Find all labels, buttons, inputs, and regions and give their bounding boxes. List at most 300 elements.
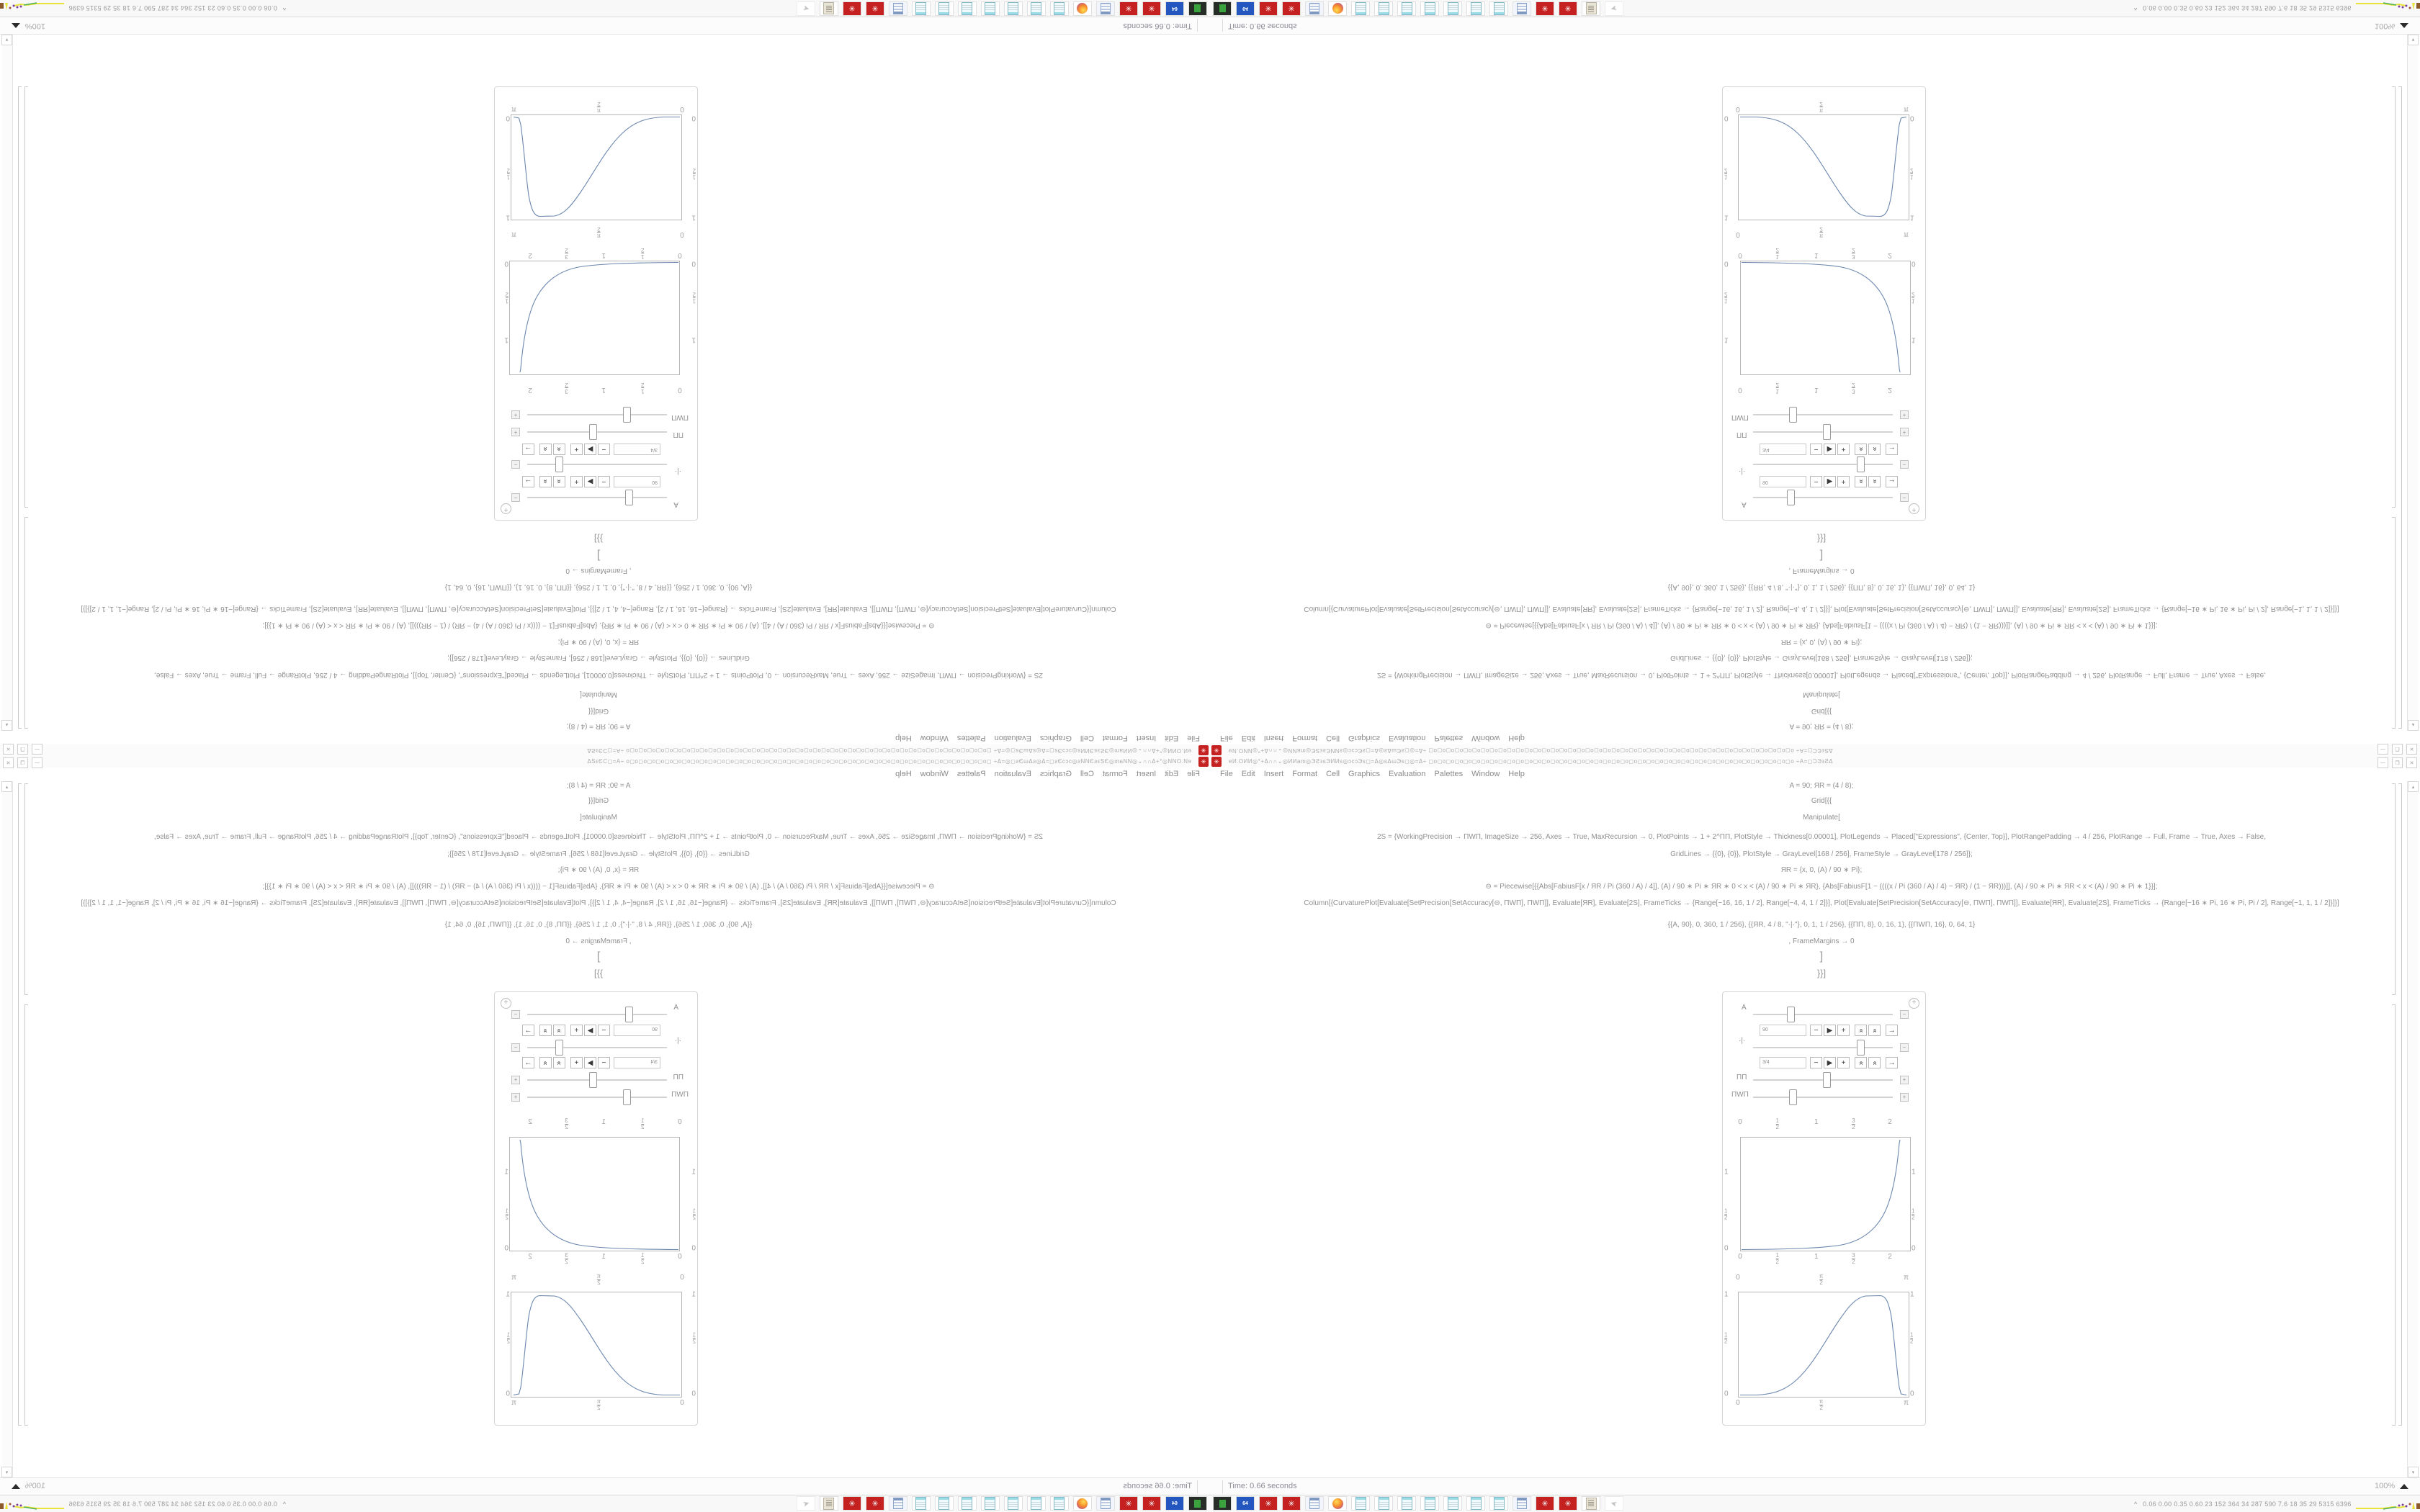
taskbar-icon-mathematica-red[interactable] <box>1142 1 1161 16</box>
taskbar-icon-notepad[interactable] <box>1351 1496 1370 1511</box>
taskbar-icon-terminal[interactable] <box>1213 1 1232 16</box>
decrement-button[interactable]: − <box>1810 476 1822 487</box>
code-line[interactable]: Manipulate[ <box>1803 814 1840 822</box>
taskbar-icon-document-scroll[interactable] <box>1582 1 1600 16</box>
menu-item-cell[interactable]: Cell <box>1080 769 1094 778</box>
collapse-button[interactable]: − <box>1900 493 1909 502</box>
taskbar-icon-mathematica-red[interactable] <box>1142 1496 1161 1511</box>
menu-item-insert[interactable]: Insert <box>1136 769 1157 778</box>
code-line[interactable]: 2S = {WorkingPrecision → ΠWΠ, ImageSize → 256, Axes → True, MaxRecursion → 0, PlotPoints → 1 + 2^ΠΠ, PlotStyle → Thickness[0.00001], PlotLegends → Placed["Expressions", {Center, Top}], PlotRangePadding → 4 / 256, PlotRange → Full, Frame → True, Axes → False, <box>153 671 1044 679</box>
taskbar-icon-mathematica-red[interactable] <box>1282 1 1301 16</box>
taskbar-icon-floppy-64[interactable]: 64 <box>1236 1496 1255 1511</box>
collapse-button[interactable]: − <box>1900 460 1909 469</box>
close-button[interactable]: ✕ <box>2406 744 2417 755</box>
code-line[interactable]: {{A, 90}, 0, 360, 1 / 256}, {{ЯR, 4 / 8, "·|·"}, 0, 1, 1 / 256}, {{ΠΠ, 8}, 0, 16, 1}, {{ΠWΠ, 16}, 0, 64, 1} <box>444 921 753 929</box>
slider-R[interactable] <box>1753 464 1893 465</box>
expand-button[interactable]: + <box>511 428 520 436</box>
notebook-scrollbar[interactable] <box>2407 35 2418 731</box>
taskbar-icon-notepad[interactable] <box>1027 1 1046 16</box>
faster-button[interactable]: « <box>553 1057 565 1068</box>
increment-button[interactable]: + <box>570 476 583 487</box>
value-field-R[interactable]: 3/4 <box>614 1057 660 1068</box>
code-line[interactable]: , FrameMargins → 0 <box>565 937 632 945</box>
code-line[interactable]: }}] <box>1816 534 1827 544</box>
increment-button[interactable]: + <box>570 1057 583 1068</box>
menu-item-file[interactable]: File <box>1187 769 1200 778</box>
taskbar-icon-notepad[interactable] <box>1489 1496 1508 1511</box>
taskbar-icon-mathematica-red[interactable] <box>1119 1 1138 16</box>
code-line[interactable]: Manipulate[ <box>580 690 617 698</box>
taskbar-icon-arrow-disabled[interactable] <box>1605 1 1623 16</box>
taskbar-icon-terminal[interactable] <box>1188 1496 1207 1511</box>
scroll-down-icon[interactable]: ▾ <box>1 35 12 45</box>
taskbar-icon-notepad[interactable] <box>1004 1496 1023 1511</box>
menu-item-graphics[interactable]: Graphics <box>1348 734 1381 743</box>
faster-button[interactable]: « <box>553 476 565 487</box>
decrement-button[interactable]: − <box>598 476 610 487</box>
taskbar-icon-notepad[interactable] <box>981 1 1000 16</box>
taskbar-icon-calculator[interactable] <box>1305 1496 1324 1511</box>
scroll-up-icon[interactable]: ▴ <box>2408 781 2419 792</box>
code-line[interactable]: A = 90; ЯR = (4 / 8); <box>1789 782 1854 790</box>
magnification-value[interactable]: 100% <box>2375 22 2396 30</box>
taskbar-icon-mathematica-red[interactable] <box>1282 1496 1301 1511</box>
code-line[interactable]: GridLines → {{0}, {0}}, PlotStyle → GrayLevel[168 / 256], FrameStyle → GrayLevel[178 / 256]}; <box>447 850 750 858</box>
direction-button[interactable]: → <box>1886 1057 1898 1068</box>
taskbar-icon-notepad[interactable] <box>1004 1 1023 16</box>
taskbar-icon-calculator[interactable] <box>889 1 908 16</box>
slider-A[interactable] <box>527 1014 667 1015</box>
slider-A[interactable] <box>527 497 667 498</box>
chevron-up-icon[interactable]: ^ <box>282 1500 286 1508</box>
cell-group-bracket[interactable] <box>18 86 22 729</box>
code-line[interactable]: ] <box>596 950 601 963</box>
expand-button[interactable]: + <box>511 1093 520 1102</box>
scroll-down-icon[interactable]: ▾ <box>2408 35 2419 45</box>
code-line[interactable]: ЯR = {x, 0, (A) / 90 ∗ Pi}; <box>1780 638 1863 646</box>
direction-button[interactable]: → <box>1886 1025 1898 1036</box>
menu-item-evaluation[interactable]: Evaluation <box>1389 734 1426 743</box>
minimize-button[interactable]: — <box>32 757 42 768</box>
code-line[interactable]: Manipulate[ <box>580 814 617 822</box>
menu-item-graphics[interactable]: Graphics <box>1348 769 1381 778</box>
code-line[interactable]: {{A, 90}, 0, 360, 1 / 256}, {{ЯR, 4 / 8, "·|·"}, 0, 1, 1 / 256}, {{ΠΠ, 8}, 0, 16, 1}, {{ΠWΠ, 16}, 0, 64, 1} <box>1667 921 1976 929</box>
slider-thumb[interactable] <box>1789 407 1797 423</box>
taskbar-icon-mathematica-red[interactable] <box>1559 1496 1577 1511</box>
menu-item-format[interactable]: Format <box>1102 734 1128 743</box>
menu-item-window[interactable]: Window <box>1471 734 1500 743</box>
play-button[interactable]: ▶ <box>584 1025 596 1036</box>
menu-item-graphics[interactable]: Graphics <box>1039 734 1072 743</box>
scroll-up-icon[interactable]: ▴ <box>1 720 12 731</box>
code-line[interactable]: GridLines → {{0}, {0}}, PlotStyle → GrayLevel[168 / 256], FrameStyle → GrayLevel[178 / 256]}; <box>1670 654 1973 662</box>
code-line[interactable]: ЯR = {x, 0, (A) / 90 ∗ Pi}; <box>557 866 640 874</box>
menu-item-help[interactable]: Help <box>895 769 912 778</box>
menu-item-insert[interactable]: Insert <box>1263 734 1284 743</box>
taskbar-icon-floppy-64[interactable]: 64 <box>1236 1 1255 16</box>
magnification-value[interactable]: 100% <box>24 22 45 30</box>
scroll-up-icon[interactable]: ▴ <box>1 781 12 792</box>
taskbar-icon-notepad[interactable] <box>1397 1 1416 16</box>
increment-button[interactable]: + <box>1837 1057 1850 1068</box>
restore-button[interactable]: ❐ <box>2392 757 2403 768</box>
chevron-up-icon[interactable]: ^ <box>2134 1500 2138 1508</box>
restore-button[interactable]: ❐ <box>2392 744 2403 755</box>
slider-PWP[interactable] <box>527 1097 667 1098</box>
faster-button[interactable]: « <box>553 1025 565 1036</box>
slider-thumb[interactable] <box>589 424 597 440</box>
direction-button[interactable]: → <box>522 1057 534 1068</box>
slider-PWP[interactable] <box>1753 414 1893 415</box>
menu-item-format[interactable]: Format <box>1292 769 1318 778</box>
menu-item-graphics[interactable]: Graphics <box>1039 769 1072 778</box>
taskbar-icon-notepad[interactable] <box>1397 1496 1416 1511</box>
taskbar-icon-firefox[interactable] <box>1328 1 1347 16</box>
collapse-button[interactable]: − <box>511 1010 520 1019</box>
window-title-bar[interactable] <box>1210 744 2420 756</box>
code-line[interactable]: ⊖ = Piecewise[{{Abs[FabiusF[x / ЯR / Pi (360 / A) / 4]], (A) / 90 ∗ Pi ∗ ЯR ∗ 0 < x < (A) / 90 ∗ Pi ∗ ЯR}, {Abs[FabiusF[1 − ((((x / Pi (360 / A) / 4) − ЯR) / (1 − ЯR)))]], (A) / 90 ∗ Pi ∗ ЯR < x < (A) / 90 ∗ Pi ∗ 1}}]; <box>262 883 935 891</box>
taskbar-icon-notepad[interactable] <box>1466 1496 1485 1511</box>
magnification-value[interactable]: 100% <box>2375 1482 2396 1490</box>
menu-item-format[interactable]: Format <box>1292 734 1318 743</box>
increment-button[interactable]: + <box>570 444 583 455</box>
window-title-bar[interactable] <box>0 744 1210 756</box>
notebook-scrollbar[interactable] <box>2 781 13 1477</box>
taskbar-icon-notepad[interactable] <box>1050 1496 1069 1511</box>
menu-item-evaluation[interactable]: Evaluation <box>994 769 1031 778</box>
code-line[interactable]: Column[{CurvaturePlot[Evaluate[SetPrecision[SetAccuracy[⊖, ΠWΠ], ΠWΠ]], Evaluate[ЯR], Evaluate[2S], FrameTicks → {Range[−16, 16, 1 / 2], Range[−4, 4, 1 / 2]}], Plot[Evaluate[SetPrecision[SetAccuracy[⊖, ΠWΠ], ΠWΠ]], Evaluate[ЯR], Evaluate[2S], FrameTicks → {Range[−16 ∗ Pi, 16 ∗ Pi, Pi / 2], Range[−1, 1, 1 / 2]}]}] <box>81 605 1116 613</box>
slower-button[interactable]: » <box>1868 1025 1881 1036</box>
collapse-button[interactable]: − <box>1900 1043 1909 1052</box>
taskbar-icon-mathematica-red[interactable] <box>1259 1 1278 16</box>
slower-button[interactable]: » <box>539 1025 552 1036</box>
input-cell-bracket[interactable] <box>24 783 28 995</box>
cell-group-bracket[interactable] <box>2398 783 2402 1426</box>
slower-button[interactable]: » <box>539 444 552 455</box>
slider-R[interactable] <box>527 464 667 465</box>
menu-item-help[interactable]: Help <box>1508 769 1525 778</box>
code-line[interactable]: Grid[{{ <box>1811 707 1832 715</box>
menu-item-cell[interactable]: Cell <box>1326 734 1340 743</box>
code-line[interactable]: }}] <box>593 534 604 544</box>
menu-item-window[interactable]: Window <box>1471 769 1500 778</box>
faster-button[interactable]: « <box>553 444 565 455</box>
taskbar-icon-arrow-disabled[interactable] <box>797 1 815 16</box>
output-cell-bracket[interactable] <box>24 86 28 508</box>
code-line[interactable]: GridLines → {{0}, {0}}, PlotStyle → GrayLevel[168 / 256], FrameStyle → GrayLevel[178 / 256]}; <box>1670 850 1973 858</box>
slower-button[interactable]: » <box>1868 476 1881 487</box>
code-line[interactable]: Column[{CurvaturePlot[Evaluate[SetPrecision[SetAccuracy[⊖, ΠWΠ], ΠWΠ]], Evaluate[ЯR], Evaluate[2S], FrameTicks → {Range[−16, 16, 1 / 2], Range[−4, 4, 1 / 2]}], Plot[Evaluate[SetPrecision[SetAccuracy[⊖, ΠWΠ], ΠWΠ]], Evaluate[ЯR], Evaluate[2S], FrameTicks → {Range[−16 ∗ Pi, 16 ∗ Pi, Pi / 2], Range[−1, 1, 1 / 2]}]}] <box>1304 899 2339 907</box>
play-button[interactable]: ▶ <box>584 1057 596 1068</box>
taskbar-icon-notepad[interactable] <box>958 1 977 16</box>
code-line[interactable]: ] <box>1819 549 1824 562</box>
code-line[interactable]: {{A, 90}, 0, 360, 1 / 256}, {{ЯR, 4 / 8, "·|·"}, 0, 1, 1 / 256}, {{ΠΠ, 8}, 0, 16, 1}, {{ΠWΠ, 16}, 0, 64, 1} <box>444 583 753 591</box>
taskbar-icon-document-scroll[interactable] <box>820 1 838 16</box>
value-field-R[interactable]: 3/4 <box>614 444 660 455</box>
menu-item-help[interactable]: Help <box>895 734 912 743</box>
taskbar-icon-mathematica-red[interactable] <box>866 1 884 16</box>
code-line[interactable]: ЯR = {x, 0, (A) / 90 ∗ Pi}; <box>557 638 640 646</box>
code-line[interactable]: Grid[{{ <box>588 797 609 805</box>
slower-button[interactable]: » <box>539 476 552 487</box>
taskbar-icon-firefox[interactable] <box>1073 1 1092 16</box>
taskbar-icon-notepad[interactable] <box>981 1496 1000 1511</box>
taskbar-icon-floppy-64[interactable]: 64 <box>1165 1496 1184 1511</box>
collapse-button[interactable]: − <box>1900 1010 1909 1019</box>
menu-item-file[interactable]: File <box>1220 769 1233 778</box>
slider-PWP[interactable] <box>527 414 667 415</box>
taskbar-icon-notepad[interactable] <box>912 1 931 16</box>
menu-item-edit[interactable]: Edit <box>1165 769 1179 778</box>
menu-item-edit[interactable]: Edit <box>1241 734 1255 743</box>
increment-button[interactable]: + <box>1837 444 1850 455</box>
decrement-button[interactable]: − <box>598 1025 610 1036</box>
menu-item-window[interactable]: Window <box>920 734 949 743</box>
minimize-button[interactable]: — <box>2378 744 2388 755</box>
output-cell-bracket[interactable] <box>2392 1004 2396 1426</box>
decrement-button[interactable]: − <box>598 1057 610 1068</box>
play-button[interactable]: ▶ <box>1824 1025 1836 1036</box>
slider-A[interactable] <box>1753 1014 1893 1015</box>
magnification-value[interactable]: 100% <box>24 1482 45 1490</box>
decrement-button[interactable]: − <box>1810 1025 1822 1036</box>
taskbar-icon-mathematica-red[interactable] <box>1536 1 1554 16</box>
collapse-button[interactable]: − <box>511 1043 520 1052</box>
scroll-down-icon[interactable]: ▾ <box>2408 1467 2419 1477</box>
slider-A[interactable] <box>1753 497 1893 498</box>
direction-button[interactable]: → <box>1886 476 1898 487</box>
magnification-dropdown-icon[interactable] <box>12 1484 20 1489</box>
code-line[interactable]: 2S = {WorkingPrecision → ΠWΠ, ImageSize → 256, Axes → True, MaxRecursion → 0, PlotPoints → 1 + 2^ΠΠ, PlotStyle → Thickness[0.00001], PlotLegends → Placed["Expressions", {Center, Top}], PlotRangePadding → 4 / 256, PlotRange → Full, Frame → True, Axes → False, <box>1376 671 2267 679</box>
direction-button[interactable]: → <box>522 476 534 487</box>
code-line[interactable]: Column[{CurvaturePlot[Evaluate[SetPrecision[SetAccuracy[⊖, ΠWΠ], ΠWΠ]], Evaluate[ЯR], Evaluate[2S], FrameTicks → {Range[−16, 16, 1 / 2], Range[−4, 4, 1 / 2]}], Plot[Evaluate[SetPrecision[SetAccuracy[⊖, ΠWΠ], ΠWΠ]], Evaluate[ЯR], Evaluate[2S], FrameTicks → {Range[−16 ∗ Pi, 16 ∗ Pi, Pi / 2], Range[−1, 1, 1 / 2]}]}] <box>81 899 1116 907</box>
menu-item-evaluation[interactable]: Evaluation <box>1389 769 1426 778</box>
play-button[interactable]: ▶ <box>1824 1057 1836 1068</box>
menu-item-window[interactable]: Window <box>920 769 949 778</box>
code-line[interactable]: ⊖ = Piecewise[{{Abs[FabiusF[x / ЯR / Pi (360 / A) / 4]], (A) / 90 ∗ Pi ∗ ЯR ∗ 0 < x < (A) / 90 ∗ Pi ∗ ЯR}, {Abs[FabiusF[1 − ((((x / Pi (360 / A) / 4) − ЯR) / (1 − ЯR)))]], (A) / 90 ∗ Pi ∗ ЯR < x < (A) / 90 ∗ Pi ∗ 1}}]; <box>1485 621 2158 629</box>
taskbar-icon-floppy-64[interactable]: 64 <box>1165 1 1184 16</box>
taskbar-icon-notepad[interactable] <box>935 1 954 16</box>
taskbar-icon-notepad[interactable] <box>1489 1 1508 16</box>
slower-button[interactable]: » <box>1868 444 1881 455</box>
minimize-button[interactable]: — <box>32 744 42 755</box>
play-button[interactable]: ▶ <box>584 444 596 455</box>
scroll-up-icon[interactable]: ▴ <box>2408 720 2419 731</box>
chevron-up-icon[interactable]: ^ <box>282 4 286 12</box>
taskbar-icon-mathematica-red[interactable] <box>843 1496 861 1511</box>
slower-button[interactable]: » <box>539 1057 552 1068</box>
slider-thumb[interactable] <box>1787 490 1795 505</box>
code-line[interactable]: ⊖ = Piecewise[{{Abs[FabiusF[x / ЯR / Pi (360 / A) / 4]], (A) / 90 ∗ Pi ∗ ЯR ∗ 0 < x < (A) / 90 ∗ Pi ∗ ЯR}, {Abs[FabiusF[1 − ((((x / Pi (360 / A) / 4) − ЯR) / (1 − ЯR)))]], (A) / 90 ∗ Pi ∗ ЯR < x < (A) / 90 ∗ Pi ∗ 1}}]; <box>1485 883 2158 891</box>
slider-R[interactable] <box>1753 1047 1893 1048</box>
chevron-up-icon[interactable]: ^ <box>2134 4 2138 12</box>
code-line[interactable]: Manipulate[ <box>1803 690 1840 698</box>
slider-thumb[interactable] <box>623 1089 631 1105</box>
direction-button[interactable]: → <box>1886 444 1898 455</box>
manipulate-options-button[interactable]: + <box>1909 998 1919 1009</box>
menu-item-palettes[interactable]: Palettes <box>1434 769 1464 778</box>
slider-thumb[interactable] <box>555 456 563 472</box>
taskbar-icon-notepad[interactable] <box>912 1496 931 1511</box>
slider-thumb[interactable] <box>623 407 631 423</box>
taskbar-icon-terminal[interactable] <box>1213 1496 1232 1511</box>
value-field-R[interactable]: 3/4 <box>1760 1057 1806 1068</box>
restore-button[interactable]: ❐ <box>17 744 28 755</box>
taskbar-icon-calculator[interactable] <box>1512 1496 1531 1511</box>
close-button[interactable]: ✕ <box>3 744 14 755</box>
code-line[interactable]: }}] <box>1816 968 1827 978</box>
slider-thumb[interactable] <box>1857 1040 1865 1056</box>
increment-button[interactable]: + <box>570 1025 583 1036</box>
taskbar-icon-calculator[interactable] <box>1096 1496 1115 1511</box>
window-title-bar[interactable] <box>1210 756 2420 768</box>
manipulate-options-button[interactable]: + <box>1909 503 1919 514</box>
manipulate-options-button[interactable]: + <box>501 998 511 1009</box>
menu-item-cell[interactable]: Cell <box>1326 769 1340 778</box>
restore-button[interactable]: ❐ <box>17 757 28 768</box>
cell-group-bracket[interactable] <box>18 783 22 1426</box>
slider-PP[interactable] <box>527 1079 667 1081</box>
taskbar-icon-terminal[interactable] <box>1188 1 1207 16</box>
slider-PWP[interactable] <box>1753 1097 1893 1098</box>
taskbar-icon-mathematica-red[interactable] <box>866 1496 884 1511</box>
slower-button[interactable]: » <box>1868 1057 1881 1068</box>
expand-button[interactable]: + <box>1900 1076 1909 1084</box>
taskbar-icon-mathematica-red[interactable] <box>1119 1496 1138 1511</box>
slider-thumb[interactable] <box>555 1040 563 1056</box>
slider-PP[interactable] <box>1753 1079 1893 1081</box>
input-cell-bracket[interactable] <box>2392 517 2396 729</box>
taskbar-icon-firefox[interactable] <box>1073 1496 1092 1511</box>
value-field-A[interactable]: 90 <box>614 476 660 487</box>
magnification-dropdown-icon[interactable] <box>2400 23 2408 28</box>
taskbar-icon-mathematica-red[interactable] <box>1559 1 1577 16</box>
cell-group-bracket[interactable] <box>2398 86 2402 729</box>
faster-button[interactable]: « <box>1855 1025 1867 1036</box>
value-field-A[interactable]: 90 <box>1760 1025 1806 1036</box>
scroll-down-icon[interactable]: ▾ <box>1 1467 12 1477</box>
taskbar-icon-notepad[interactable] <box>1027 1496 1046 1511</box>
code-line[interactable]: , FrameMargins → 0 <box>1788 937 1855 945</box>
increment-button[interactable]: + <box>1837 1025 1850 1036</box>
code-line[interactable]: Grid[{{ <box>588 707 609 715</box>
code-line[interactable]: {{A, 90}, 0, 360, 1 / 256}, {{ЯR, 4 / 8, "·|·"}, 0, 1, 1 / 256}, {{ΠΠ, 8}, 0, 16, 1}, {{ΠWΠ, 16}, 0, 64, 1} <box>1667 583 1976 591</box>
taskbar-icon-calculator[interactable] <box>889 1496 908 1511</box>
taskbar-icon-notepad[interactable] <box>1374 1496 1393 1511</box>
menu-item-edit[interactable]: Edit <box>1241 769 1255 778</box>
collapse-button[interactable]: − <box>511 493 520 502</box>
taskbar-icon-calculator[interactable] <box>1512 1 1531 16</box>
play-button[interactable]: ▶ <box>1824 476 1836 487</box>
slider-PP[interactable] <box>527 431 667 433</box>
code-line[interactable]: , FrameMargins → 0 <box>1788 567 1855 575</box>
slider-thumb[interactable] <box>1823 1072 1831 1088</box>
menu-item-format[interactable]: Format <box>1102 769 1128 778</box>
slider-thumb[interactable] <box>1789 1089 1797 1105</box>
collapse-button[interactable]: − <box>511 460 520 469</box>
minimize-button[interactable]: — <box>2378 757 2388 768</box>
expand-button[interactable]: + <box>1900 410 1909 419</box>
code-line[interactable]: A = 90; ЯR = (4 / 8); <box>566 782 631 790</box>
menu-item-palettes[interactable]: Palettes <box>956 769 986 778</box>
code-line[interactable]: A = 90; ЯR = (4 / 8); <box>566 722 631 730</box>
menu-item-insert[interactable]: Insert <box>1136 734 1157 743</box>
menu-item-file[interactable]: File <box>1187 734 1200 743</box>
value-field-A[interactable]: 90 <box>1760 476 1806 487</box>
slider-R[interactable] <box>527 1047 667 1048</box>
window-title-bar[interactable] <box>0 756 1210 768</box>
menu-item-cell[interactable]: Cell <box>1080 734 1094 743</box>
taskbar-icon-calculator[interactable] <box>1305 1 1324 16</box>
taskbar-icon-notepad[interactable] <box>1351 1 1370 16</box>
decrement-button[interactable]: − <box>1810 1057 1822 1068</box>
notebook-scrollbar[interactable] <box>2 35 13 731</box>
code-line[interactable]: ⊖ = Piecewise[{{Abs[FabiusF[x / ЯR / Pi (360 / A) / 4]], (A) / 90 ∗ Pi ∗ ЯR ∗ 0 < x < (A) / 90 ∗ Pi ∗ ЯR}, {Abs[FabiusF[1 − ((((x / Pi (360 / A) / 4) − ЯR) / (1 − ЯR)))]], (A) / 90 ∗ Pi ∗ ЯR < x < (A) / 90 ∗ Pi ∗ 1}}]; <box>262 621 935 629</box>
direction-button[interactable]: → <box>522 444 534 455</box>
code-line[interactable]: ] <box>1819 950 1824 963</box>
taskbar-icon-notepad[interactable] <box>1443 1 1462 16</box>
menu-item-edit[interactable]: Edit <box>1165 734 1179 743</box>
taskbar-icon-notepad[interactable] <box>935 1496 954 1511</box>
input-cell-bracket[interactable] <box>2392 783 2396 995</box>
slider-thumb[interactable] <box>1787 1007 1795 1022</box>
taskbar-icon-notepad[interactable] <box>1466 1 1485 16</box>
taskbar-icon-mathematica-red[interactable] <box>843 1 861 16</box>
taskbar-icon-notepad[interactable] <box>1050 1 1069 16</box>
faster-button[interactable]: « <box>1855 476 1867 487</box>
menu-item-insert[interactable]: Insert <box>1263 769 1284 778</box>
slider-thumb[interactable] <box>1823 424 1831 440</box>
direction-button[interactable]: → <box>522 1025 534 1036</box>
taskbar-icon-notepad[interactable] <box>1374 1 1393 16</box>
code-line[interactable]: Grid[{{ <box>1811 797 1832 805</box>
notebook-scrollbar[interactable] <box>2407 781 2418 1477</box>
code-line[interactable]: Column[{CurvaturePlot[Evaluate[SetPrecision[SetAccuracy[⊖, ΠWΠ], ΠWΠ]], Evaluate[ЯR], Evaluate[2S], FrameTicks → {Range[−16, 16, 1 / 2], Range[−4, 4, 1 / 2]}], Plot[Evaluate[SetPrecision[SetAccuracy[⊖, ΠWΠ], ΠWΠ]], Evaluate[ЯR], Evaluate[2S], FrameTicks → {Range[−16 ∗ Pi, 16 ∗ Pi, Pi / 2], Range[−1, 1, 1 / 2]}]}] <box>1304 605 2339 613</box>
slider-thumb[interactable] <box>625 1007 633 1022</box>
taskbar-icon-firefox[interactable] <box>1328 1496 1347 1511</box>
taskbar-icon-notepad[interactable] <box>1420 1 1439 16</box>
magnification-dropdown-icon[interactable] <box>12 23 20 28</box>
taskbar-icon-notepad[interactable] <box>1420 1496 1439 1511</box>
value-field-A[interactable]: 90 <box>614 1025 660 1036</box>
slider-PP[interactable] <box>1753 431 1893 433</box>
decrement-button[interactable]: − <box>1810 444 1822 455</box>
taskbar-icon-document-scroll[interactable] <box>820 1496 838 1511</box>
close-button[interactable]: ✕ <box>3 757 14 768</box>
taskbar-icon-mathematica-red[interactable] <box>1536 1496 1554 1511</box>
taskbar-icon-calculator[interactable] <box>1096 1 1115 16</box>
menu-item-palettes[interactable]: Palettes <box>1434 734 1464 743</box>
code-line[interactable]: A = 90; ЯR = (4 / 8); <box>1789 722 1854 730</box>
menu-item-help[interactable]: Help <box>1508 734 1525 743</box>
faster-button[interactable]: « <box>1855 444 1867 455</box>
faster-button[interactable]: « <box>1855 1057 1867 1068</box>
code-line[interactable]: ЯR = {x, 0, (A) / 90 ∗ Pi}; <box>1780 866 1863 874</box>
taskbar-icon-notepad[interactable] <box>958 1496 977 1511</box>
taskbar-icon-arrow-disabled[interactable] <box>1605 1496 1623 1511</box>
magnification-dropdown-icon[interactable] <box>2400 1484 2408 1489</box>
menu-item-evaluation[interactable]: Evaluation <box>994 734 1031 743</box>
expand-button[interactable]: + <box>1900 1093 1909 1102</box>
expand-button[interactable]: + <box>511 1076 520 1084</box>
code-line[interactable]: GridLines → {{0}, {0}}, PlotStyle → GrayLevel[168 / 256], FrameStyle → GrayLevel[178 / 256]}; <box>447 654 750 662</box>
expand-button[interactable]: + <box>511 410 520 419</box>
slider-thumb[interactable] <box>1857 456 1865 472</box>
value-field-R[interactable]: 3/4 <box>1760 444 1806 455</box>
menu-item-file[interactable]: File <box>1220 734 1233 743</box>
taskbar-icon-mathematica-red[interactable] <box>1259 1496 1278 1511</box>
play-button[interactable]: ▶ <box>1824 444 1836 455</box>
